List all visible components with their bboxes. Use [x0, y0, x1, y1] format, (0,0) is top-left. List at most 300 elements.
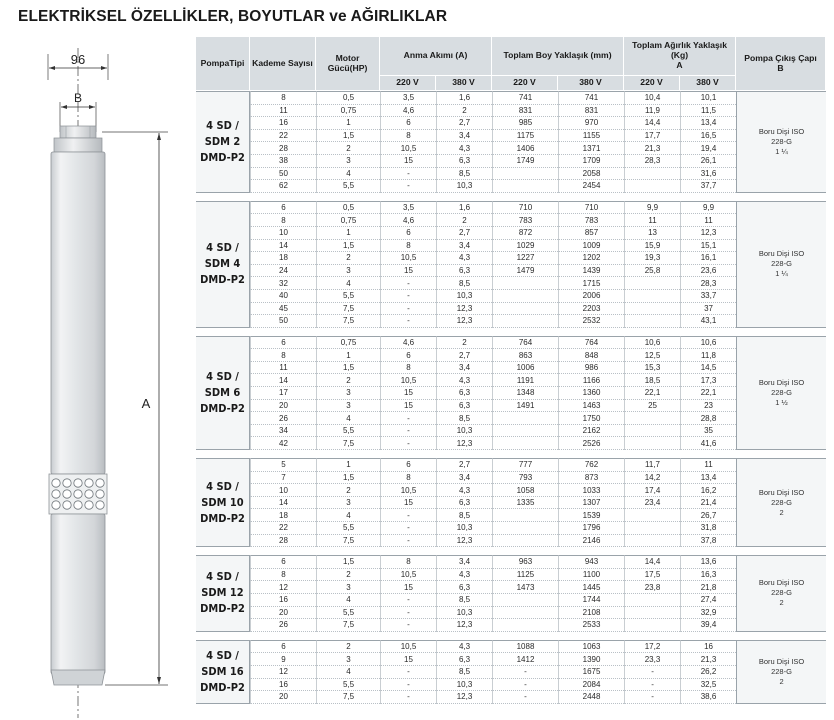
length-380v-cell: 831 [558, 105, 624, 118]
motor-power-cell: 5,5 [316, 679, 380, 692]
stages-cell: 22 [250, 522, 316, 535]
pump-model-cell [196, 555, 250, 632]
weight-380v-cell: 21,4 [680, 497, 736, 510]
stages-cell: 6 [250, 640, 316, 654]
length-220v-cell: 872 [492, 227, 558, 240]
length-220v-cell: 1348 [492, 387, 558, 400]
stages-cell: 17 [250, 387, 316, 400]
table-row [196, 336, 826, 350]
strainer-hole [96, 479, 104, 487]
motor-power-cell: 3 [316, 497, 380, 510]
current-220v-cell: 15 [380, 265, 436, 278]
outlet-size-cell [736, 91, 826, 193]
header-weight-380v: 380 V [680, 76, 736, 91]
table-body [196, 91, 826, 704]
current-380v-cell: 4,3 [436, 374, 492, 387]
header-outlet-sub: B [777, 62, 784, 73]
pump-model-line: 4 SD / [206, 118, 239, 132]
pump-model-cell [196, 458, 250, 547]
motor-power-cell: 2 [316, 484, 380, 497]
table-row [196, 387, 826, 400]
motor-power-cell: 4 [316, 412, 380, 425]
current-220v-cell: - [380, 412, 436, 425]
length-220v-cell: - [492, 666, 558, 679]
group-spacer [196, 632, 826, 640]
weight-220v-cell: 22,1 [624, 387, 680, 400]
stages-cell: 20 [250, 691, 316, 704]
weight-220v-cell: 23,3 [624, 653, 680, 666]
length-380v-cell: 848 [558, 349, 624, 362]
length-220v-cell: - [492, 691, 558, 704]
weight-220v-cell: - [624, 691, 680, 704]
length-380v-cell: 1155 [558, 130, 624, 143]
weight-380v-cell: 11 [680, 214, 736, 227]
current-380v-cell: 12,3 [436, 315, 492, 328]
length-220v-cell: 1125 [492, 569, 558, 582]
weight-380v-cell: 21,3 [680, 653, 736, 666]
length-220v-cell: 1749 [492, 155, 558, 168]
length-220v-cell [492, 180, 558, 193]
pump-model-line: SDM 4 [204, 257, 241, 271]
strainer-hole [52, 479, 60, 487]
current-380v-cell: 6,3 [436, 497, 492, 510]
motor-power-cell: 7,5 [316, 619, 380, 632]
current-380v-cell: 6,3 [436, 387, 492, 400]
motor-power-cell: 1 [316, 458, 380, 472]
table-row [196, 240, 826, 253]
motor-power-cell: 3 [316, 155, 380, 168]
strainer-hole [52, 501, 60, 509]
weight-380v-cell: 32,5 [680, 679, 736, 692]
table-row [196, 155, 826, 168]
current-220v-cell: - [380, 290, 436, 303]
stages-cell: 22 [250, 130, 316, 143]
current-220v-cell: - [380, 679, 436, 692]
weight-220v-cell [624, 594, 680, 607]
weight-220v-cell: 14,4 [624, 555, 680, 569]
current-220v-cell: 15 [380, 497, 436, 510]
weight-380v-cell: 23 [680, 400, 736, 413]
table-row [196, 472, 826, 485]
table-row [196, 265, 826, 278]
pump-model-line: 4 SD / [206, 369, 239, 383]
stages-cell: 8 [250, 214, 316, 227]
table-row [196, 374, 826, 387]
group-spacer [196, 193, 826, 201]
outlet-size-line: Boru Dişi ISO [758, 656, 805, 666]
current-380v-cell: 4,3 [436, 640, 492, 654]
weight-380v-cell: 38,6 [680, 691, 736, 704]
current-220v-cell: 10,5 [380, 374, 436, 387]
outlet-size-line: 1 ¼ [775, 269, 788, 279]
current-220v-cell: 6 [380, 458, 436, 472]
table-row [196, 168, 826, 181]
table-row [196, 180, 826, 193]
length-220v-cell [492, 412, 558, 425]
length-380v-cell: 1750 [558, 412, 624, 425]
table-row [196, 458, 826, 472]
stages-cell: 34 [250, 425, 316, 438]
current-220v-cell: 4,6 [380, 336, 436, 350]
outlet-size-cell [736, 201, 826, 328]
current-220v-cell: - [380, 594, 436, 607]
length-dimension [157, 133, 161, 684]
table-row [196, 691, 826, 704]
length-380v-cell: 1202 [558, 252, 624, 265]
current-380v-cell: 10,3 [436, 290, 492, 303]
length-380v-cell: 943 [558, 555, 624, 569]
motor-power-cell: 4 [316, 509, 380, 522]
table-row [196, 105, 826, 118]
table-row [196, 303, 826, 316]
outlet-size-line: 2 [779, 598, 784, 608]
length-220v-cell: 1227 [492, 252, 558, 265]
header-current: Anma Akımı (A) [380, 37, 492, 76]
motor-power-cell: 2 [316, 569, 380, 582]
current-380v-cell: 2,7 [436, 349, 492, 362]
current-380v-cell: 2,7 [436, 458, 492, 472]
table-row [196, 581, 826, 594]
weight-380v-cell: 11,8 [680, 349, 736, 362]
current-380v-cell: 10,3 [436, 679, 492, 692]
current-380v-cell: 8,5 [436, 277, 492, 290]
table-row [196, 117, 826, 130]
motor-power-cell: 1 [316, 227, 380, 240]
weight-220v-cell: 25,8 [624, 265, 680, 278]
current-380v-cell: 3,4 [436, 472, 492, 485]
current-220v-cell: - [380, 535, 436, 548]
weight-380v-cell: 13,4 [680, 117, 736, 130]
length-380v-cell: 2532 [558, 315, 624, 328]
table-row [196, 535, 826, 548]
strainer-hole [85, 479, 93, 487]
current-220v-cell: 4,6 [380, 105, 436, 118]
current-220v-cell: 8 [380, 362, 436, 375]
header-current-220v: 220 V [380, 76, 436, 91]
stages-cell: 24 [250, 265, 316, 278]
pump-model-line: SDM 10 [201, 495, 244, 509]
motor-power-cell: 0,75 [316, 105, 380, 118]
stages-cell: 40 [250, 290, 316, 303]
weight-220v-cell: 25 [624, 400, 680, 413]
stages-cell: 50 [250, 168, 316, 181]
weight-220v-cell: 12,5 [624, 349, 680, 362]
current-380v-cell: 1,6 [436, 201, 492, 215]
weight-380v-cell: 11,5 [680, 105, 736, 118]
pump-model-line: SDM 6 [204, 385, 241, 399]
header-weight-220v: 220 V [624, 76, 680, 91]
outlet-size-line: 228-G [771, 387, 792, 397]
length-380v-cell: 1744 [558, 594, 624, 607]
motor-power-cell: 3 [316, 653, 380, 666]
strainer-hole [96, 490, 104, 498]
weight-380v-cell: 9,9 [680, 201, 736, 215]
weight-220v-cell: 10,6 [624, 336, 680, 350]
weight-220v-cell: 9,9 [624, 201, 680, 215]
length-220v-cell: 1491 [492, 400, 558, 413]
current-380v-cell: 4,3 [436, 142, 492, 155]
motor-power-cell: 5,5 [316, 425, 380, 438]
table-row [196, 607, 826, 620]
length-220v-cell: 777 [492, 458, 558, 472]
weight-220v-cell: 18,5 [624, 374, 680, 387]
header-outlet-label: Pompa Çıkış Çapı [744, 52, 817, 63]
weight-220v-cell: 14,4 [624, 117, 680, 130]
motor-power-cell: 4 [316, 277, 380, 290]
table-row [196, 594, 826, 607]
weight-220v-cell [624, 522, 680, 535]
current-220v-cell: 10,5 [380, 142, 436, 155]
spacer-cell [196, 193, 826, 201]
outlet-size-cell [736, 555, 826, 632]
length-380v-cell: 1307 [558, 497, 624, 510]
header-motor-power: Motor Gücü(HP) [316, 37, 380, 91]
length-220v-cell: 1029 [492, 240, 558, 253]
weight-380v-cell: 32,9 [680, 607, 736, 620]
current-220v-cell: - [380, 168, 436, 181]
length-380v-cell: 2533 [558, 619, 624, 632]
length-380v-cell: 762 [558, 458, 624, 472]
weight-380v-cell: 26,2 [680, 666, 736, 679]
table-row [196, 252, 826, 265]
length-380v-cell: 873 [558, 472, 624, 485]
outlet-size-line: 228-G [771, 259, 792, 269]
weight-380v-cell: 43,1 [680, 315, 736, 328]
current-220v-cell: - [380, 277, 436, 290]
motor-power-cell: 3 [316, 581, 380, 594]
length-380v-cell: 741 [558, 91, 624, 105]
motor-power-cell: 5,5 [316, 522, 380, 535]
current-220v-cell: 15 [380, 155, 436, 168]
current-220v-cell: - [380, 425, 436, 438]
current-380v-cell: 2,7 [436, 117, 492, 130]
current-380v-cell: 12,3 [436, 691, 492, 704]
weight-380v-cell: 26,1 [680, 155, 736, 168]
length-220v-cell [492, 168, 558, 181]
length-380v-cell: 986 [558, 362, 624, 375]
outlet-size-cell [736, 640, 826, 704]
motor-power-cell: 4 [316, 168, 380, 181]
stages-cell: 6 [250, 201, 316, 215]
table-row [196, 349, 826, 362]
stages-cell: 18 [250, 252, 316, 265]
pump-model-line: DMD-P2 [200, 680, 245, 694]
outlet-size-line: Boru Dişi ISO [758, 126, 805, 136]
motor-power-cell: 1 [316, 117, 380, 130]
weight-380v-cell: 22,1 [680, 387, 736, 400]
motor-power-cell: 1,5 [316, 240, 380, 253]
current-220v-cell: 15 [380, 400, 436, 413]
current-380v-cell: 6,3 [436, 581, 492, 594]
length-220v-cell: 793 [492, 472, 558, 485]
stages-cell: 8 [250, 91, 316, 105]
weight-220v-cell: 10,4 [624, 91, 680, 105]
stages-cell: 45 [250, 303, 316, 316]
current-380v-cell: 6,3 [436, 155, 492, 168]
current-380v-cell: 3,4 [436, 240, 492, 253]
stages-cell: 16 [250, 117, 316, 130]
group-spacer [196, 328, 826, 336]
length-220v-cell [492, 607, 558, 620]
header-length-380v: 380 V [558, 76, 624, 91]
current-220v-cell: - [380, 607, 436, 620]
pump-model-line: SDM 2 [204, 134, 241, 148]
strainer-hole [85, 490, 93, 498]
stages-cell: 6 [250, 336, 316, 350]
weight-220v-cell: - [624, 679, 680, 692]
header-weight-label: Toplam Ağırlık Yaklaşık (Kg) [632, 40, 727, 61]
pump-model-line: DMD-P2 [200, 511, 245, 525]
stages-cell: 28 [250, 535, 316, 548]
current-220v-cell: 8 [380, 130, 436, 143]
outlet-size-line: 2 [779, 676, 784, 686]
weight-220v-cell: 17,7 [624, 130, 680, 143]
current-380v-cell: 8,5 [436, 509, 492, 522]
current-220v-cell: 10,5 [380, 569, 436, 582]
stages-cell: 32 [250, 277, 316, 290]
length-220v-cell [492, 425, 558, 438]
current-220v-cell: - [380, 691, 436, 704]
table-row [196, 315, 826, 328]
stages-cell: 38 [250, 155, 316, 168]
motor-power-cell: 7,5 [316, 315, 380, 328]
outlet-size-line: 2 [779, 507, 784, 517]
length-220v-cell: 1335 [492, 497, 558, 510]
motor-power-cell: 7,5 [316, 437, 380, 450]
strainer-hole [52, 490, 60, 498]
length-380v-cell: 710 [558, 201, 624, 215]
stages-cell: 18 [250, 509, 316, 522]
length-380v-cell: 970 [558, 117, 624, 130]
length-380v-cell: 1463 [558, 400, 624, 413]
current-380v-cell: 3,4 [436, 130, 492, 143]
motor-power-cell: 7,5 [316, 303, 380, 316]
stages-cell: 14 [250, 240, 316, 253]
length-220v-cell: 985 [492, 117, 558, 130]
current-220v-cell: 15 [380, 387, 436, 400]
strainer-hole [85, 501, 93, 509]
weight-380v-cell: 28,8 [680, 412, 736, 425]
current-220v-cell: 10,5 [380, 252, 436, 265]
length-380v-cell: 2108 [558, 607, 624, 620]
current-220v-cell: - [380, 619, 436, 632]
weight-220v-cell [624, 303, 680, 316]
weight-380v-cell: 16,5 [680, 130, 736, 143]
current-220v-cell: - [380, 666, 436, 679]
length-380v-cell: 2448 [558, 691, 624, 704]
weight-380v-cell: 27,4 [680, 594, 736, 607]
weight-380v-cell: 33,7 [680, 290, 736, 303]
outlet-size-line: 228-G [771, 136, 792, 146]
current-380v-cell: 3,4 [436, 555, 492, 569]
stages-cell: 26 [250, 619, 316, 632]
length-220v-cell: 710 [492, 201, 558, 215]
current-380v-cell: 10,3 [436, 425, 492, 438]
current-220v-cell: 6 [380, 227, 436, 240]
current-220v-cell: 10,5 [380, 484, 436, 497]
pump-body [49, 152, 168, 685]
weight-220v-cell: 11 [624, 214, 680, 227]
strainer-hole [63, 490, 71, 498]
stages-cell: 14 [250, 497, 316, 510]
current-380v-cell: 6,3 [436, 653, 492, 666]
specifications-table [196, 37, 826, 704]
stages-cell: 26 [250, 412, 316, 425]
length-380v-cell: 764 [558, 336, 624, 350]
motor-power-cell: 1 [316, 349, 380, 362]
table-row [196, 437, 826, 450]
table-row [196, 679, 826, 692]
weight-220v-cell: 13 [624, 227, 680, 240]
weight-220v-cell [624, 437, 680, 450]
outlet-size-cell [736, 458, 826, 547]
pump-model-line: DMD-P2 [200, 150, 245, 164]
weight-220v-cell [624, 535, 680, 548]
current-380v-cell: 2 [436, 336, 492, 350]
stages-cell: 8 [250, 569, 316, 582]
outlet-size-line: 1 ¼ [775, 146, 788, 156]
weight-220v-cell: 23,4 [624, 497, 680, 510]
current-380v-cell: 8,5 [436, 594, 492, 607]
current-220v-cell: - [380, 180, 436, 193]
current-380v-cell: 4,3 [436, 484, 492, 497]
outlet-size-line: 228-G [771, 666, 792, 676]
weight-380v-cell: 15,1 [680, 240, 736, 253]
motor-power-cell: 3 [316, 265, 380, 278]
stages-cell: 11 [250, 105, 316, 118]
suction-strainer [52, 479, 104, 509]
current-220v-cell: - [380, 509, 436, 522]
stages-cell: 20 [250, 607, 316, 620]
length-220v-cell [492, 619, 558, 632]
length-380v-cell: 2454 [558, 180, 624, 193]
header-length-220v: 220 V [492, 76, 558, 91]
length-380v-cell: 1796 [558, 522, 624, 535]
outlet-size-line: Boru Dişi ISO [758, 377, 805, 387]
width-label: 96 [70, 52, 86, 67]
table-row [196, 91, 826, 105]
length-380v-cell: 2084 [558, 679, 624, 692]
weight-380v-cell: 39,4 [680, 619, 736, 632]
weight-380v-cell: 19,4 [680, 142, 736, 155]
outlet-label: B [73, 91, 83, 105]
motor-power-cell: 2 [316, 640, 380, 654]
table-row [196, 425, 826, 438]
table-row [196, 522, 826, 535]
weight-380v-cell: 11 [680, 458, 736, 472]
strainer-hole [74, 479, 82, 487]
table-row [196, 400, 826, 413]
current-380v-cell: 3,4 [436, 362, 492, 375]
current-380v-cell: 4,3 [436, 252, 492, 265]
weight-220v-cell: 19,3 [624, 252, 680, 265]
outlet-size-line: Boru Dişi ISO [758, 578, 805, 588]
pump-model-line: SDM 12 [201, 586, 244, 600]
current-380v-cell: 8,5 [436, 168, 492, 181]
motor-power-cell: 1,5 [316, 555, 380, 569]
length-380v-cell: 2058 [558, 168, 624, 181]
table-row [196, 653, 826, 666]
table-row [196, 666, 826, 679]
current-220v-cell: 15 [380, 581, 436, 594]
current-220v-cell: 4,6 [380, 214, 436, 227]
weight-220v-cell: 17,4 [624, 484, 680, 497]
current-220v-cell: 3,5 [380, 91, 436, 105]
table-row [196, 227, 826, 240]
current-220v-cell: - [380, 522, 436, 535]
stages-cell: 12 [250, 666, 316, 679]
outlet-size-line: 228-G [771, 497, 792, 507]
